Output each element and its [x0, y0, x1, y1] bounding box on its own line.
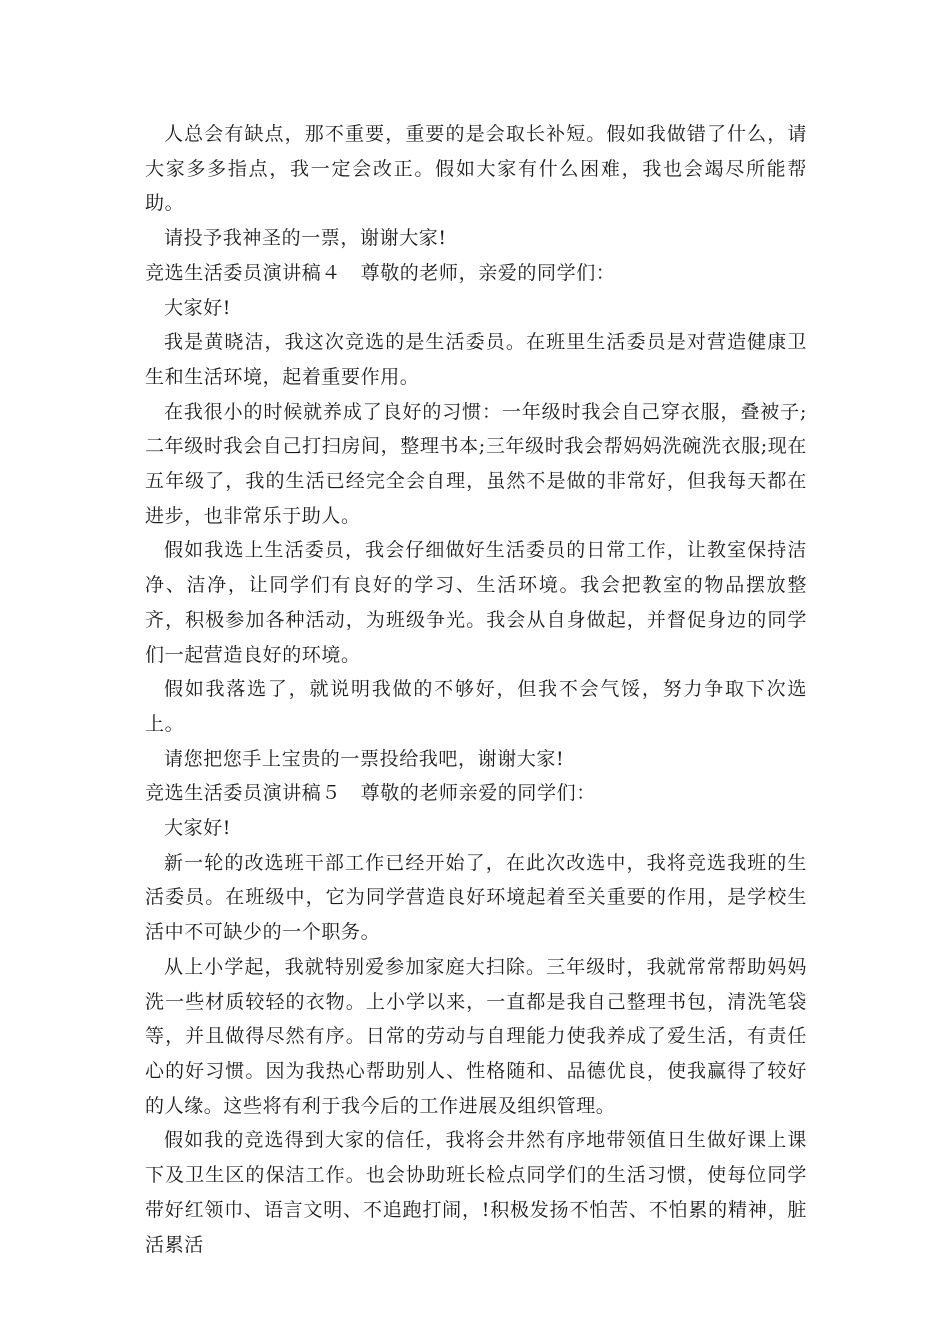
paragraph: 假如我落选了，就说明我做的不够好，但我不会气馁，努力争取下次选上。	[145, 678, 807, 735]
paragraph: 人总会有缺点，那不重要，重要的是会取长补短。假如我做错了什么，请大家多多指点，我一定会改正。假如大家有什么困难，我也会竭尽所能帮助。	[145, 123, 807, 215]
paragraph: 新一轮的改选班干部工作已经开始了，在此次改选中，我将竞选我班的生活委员。在班级中，它为同学营造良好环境起着至关重要的作用，是学校生活中不可缺少的一个职务。	[145, 851, 807, 944]
paragraph: 从上小学起，我就特别爱参加家庭大扫除。三年级时，我就常常帮助妈妈洗一些材质较轻的衣物。上小学以来，一直都是我自己整理书包，清洗笔袋等，并且做得尽然有序。日常的劳动与自理能力使我养成了爱生活，有责任心的好习惯。因为我热心帮助别人、性格随和、品德优良，使我赢得了较好的人缘。这些将有利于我今后的工作进展及组织管理。	[145, 955, 807, 1117]
paragraph: 假如我选上生活委员，我会仔细做好生活委员的日常工作，让教室保持洁净、洁净，让同学们有良好的学习、生活环境。我会把教室的物品摆放整齐，积极参加各种活动，为班级争光。我会从自身做起，并督促身边的同学们一起营造良好的环境。	[145, 539, 807, 666]
paragraph: 请您把您手上宝贵的一票投给我吧，谢谢大家!	[164, 747, 565, 770]
section-heading: 竞选生活委员演讲稿５ 尊敬的老师亲爱的同学们：	[145, 782, 596, 805]
document-body	[145, 117, 807, 1262]
paragraph: 请投予我神圣的一票，谢谢大家!	[164, 227, 447, 250]
section-heading: 竞选生活委员演讲稿４ 尊敬的老师，亲爱的同学们：	[145, 261, 616, 284]
paragraph: 在我很小的时候就养成了良好的习惯：一年级时我会自己穿衣服，叠被子;二年级时我会自己打扫房间，整理书本;三年级时我会帮妈妈洗碗洗衣服;现在五年级了，我的生活已经完全会自理，虽然不是做的非常好，但我每天都在进步，也非常乐于助人。	[145, 400, 807, 527]
paragraph: 假如我的竞选得到大家的信任，我将会井然有序地带领值日生做好课上课下及卫生区的保洁工作。也会协助班长检点同学们的生活习惯，使每位同学带好红领巾、语言文明、不追跑打闹，!积极发扬不怕苦、不怕累的精神，脏活累活	[145, 1129, 807, 1256]
paragraph: 我是黄晓洁，我这次竞选的是生活委员。在班里生活委员是对营造健康卫生和生活环境，起着重要作用。	[145, 331, 807, 388]
paragraph: 大家好!	[164, 296, 232, 319]
paragraph: 大家好!	[164, 817, 232, 840]
